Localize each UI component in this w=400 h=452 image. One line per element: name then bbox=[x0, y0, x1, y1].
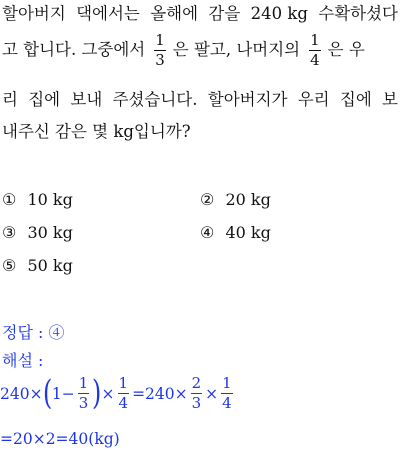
question-line-1 bbox=[2, 6, 398, 23]
option-text: 30 kg bbox=[27, 223, 73, 242]
option-text: 20 kg bbox=[225, 190, 271, 209]
fraction: $\frac{2}{3}$ bbox=[191, 374, 202, 413]
answer-label: 정답 : ④ bbox=[2, 323, 65, 342]
question-line-2 bbox=[2, 33, 398, 68]
option-marker: ② bbox=[200, 190, 215, 209]
explanation-label: 해설 : bbox=[2, 351, 44, 370]
word: 올해에 bbox=[150, 4, 199, 23]
option-3 bbox=[2, 223, 73, 242]
eq-segment: =240× bbox=[132, 384, 188, 403]
option-1 bbox=[2, 190, 73, 209]
option-5 bbox=[2, 256, 73, 275]
option-text: 40 kg bbox=[225, 223, 271, 242]
option-marker: ① bbox=[2, 190, 17, 209]
option-marker: ⑤ bbox=[2, 256, 17, 275]
eq-segment: 240× bbox=[0, 384, 43, 403]
word: 수확하셨다 bbox=[318, 4, 398, 23]
eq-segment: 1− bbox=[51, 384, 75, 403]
option-marker: ③ bbox=[2, 223, 17, 242]
word: 할아버지 bbox=[2, 4, 66, 23]
option-marker: ④ bbox=[200, 223, 215, 242]
equation-line-2: =20×2=40(kg) bbox=[0, 430, 120, 448]
fraction-one-quarter: $\frac{1}{4}$ bbox=[310, 31, 320, 70]
eq-segment: × bbox=[205, 384, 219, 403]
text-segment: 은 우 bbox=[327, 40, 365, 60]
option-4 bbox=[200, 223, 271, 242]
word: 240 kg bbox=[250, 4, 308, 23]
word: 보내 bbox=[70, 90, 103, 109]
word: 리 bbox=[2, 90, 18, 109]
question-line-4: 내주신 감은 몇 kg입니까? bbox=[2, 122, 191, 141]
fraction: $\frac{1}{4}$ bbox=[222, 374, 232, 413]
word: 댁에서는 bbox=[76, 4, 140, 23]
option-text: 50 kg bbox=[27, 256, 73, 275]
equation-line-1 bbox=[0, 373, 236, 414]
word: 보 bbox=[382, 90, 398, 109]
word: 집에 bbox=[28, 90, 61, 109]
open-paren: ( bbox=[42, 373, 52, 414]
close-paren: ) bbox=[92, 373, 102, 414]
fraction: $\frac{1}{3}$ bbox=[78, 374, 89, 413]
word: 우리 bbox=[297, 90, 330, 109]
fraction-one-third: $\frac{1}{3}$ bbox=[155, 31, 165, 70]
text-segment: 고 합니다. 그중에서 bbox=[2, 40, 146, 60]
option-text: 10 kg bbox=[27, 190, 73, 209]
word: 집에 bbox=[339, 90, 372, 109]
fraction: $\frac{1}{4}$ bbox=[118, 374, 129, 413]
word: 할아버지가 bbox=[207, 90, 288, 109]
word: 주셨습니다. bbox=[112, 90, 198, 109]
option-2 bbox=[200, 190, 271, 209]
eq-segment: × bbox=[101, 384, 115, 403]
word: 감을 bbox=[208, 4, 241, 23]
question-line-3 bbox=[2, 92, 398, 109]
text-segment: 은 팔고, 나머지의 bbox=[172, 40, 301, 60]
